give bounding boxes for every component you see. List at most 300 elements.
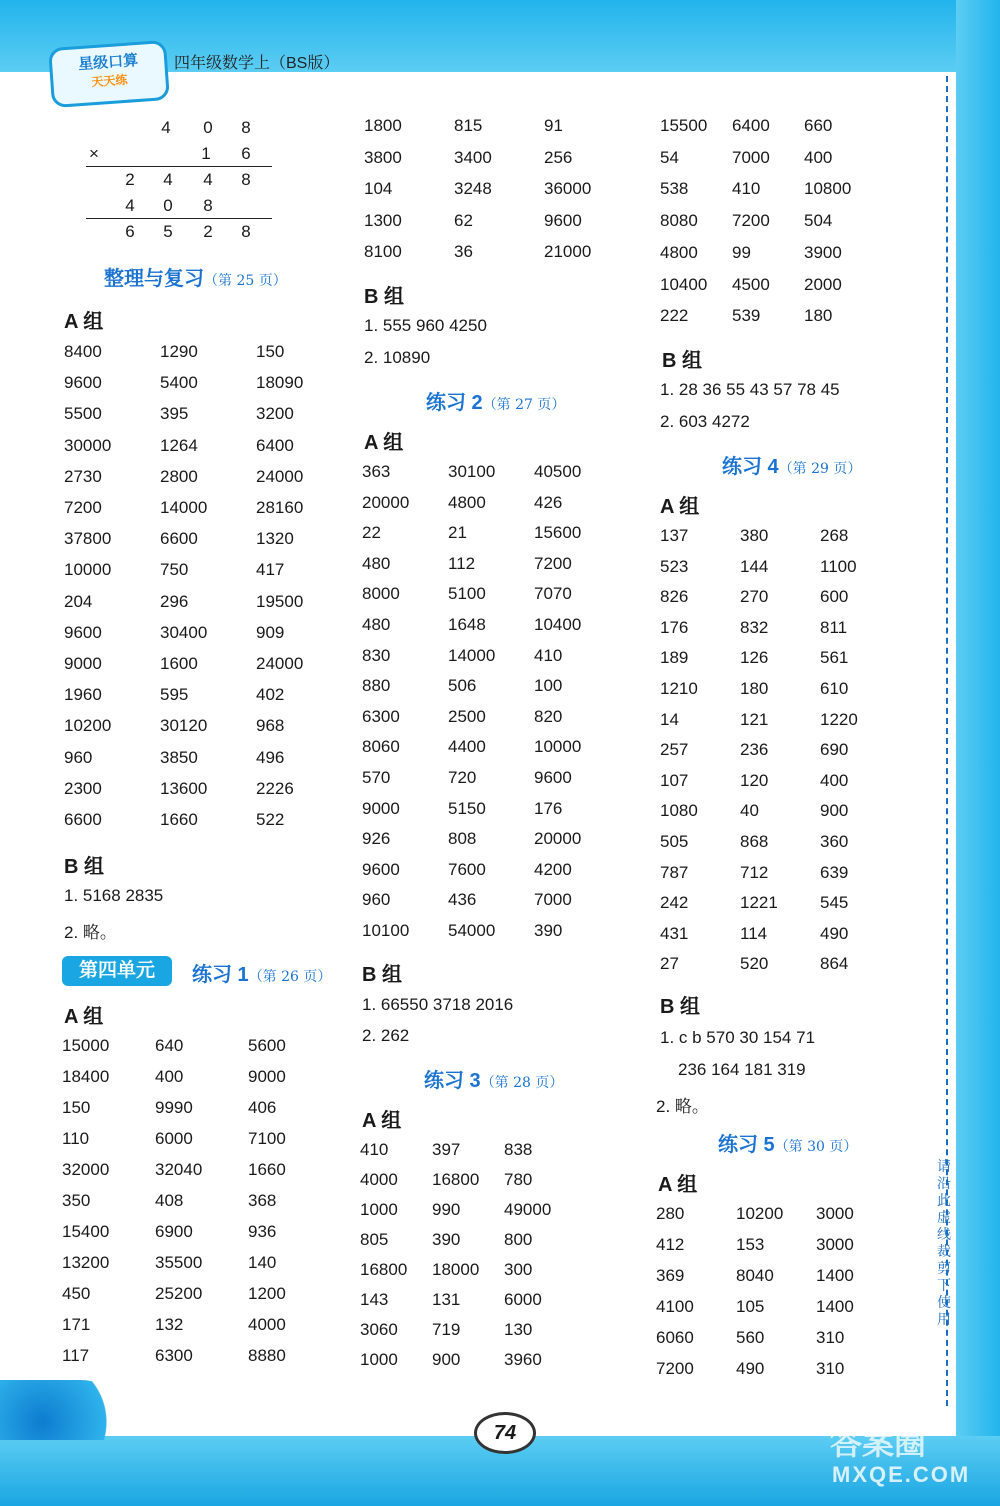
table-cell: 490 [736,1359,765,1378]
table-cell: 600 [820,587,849,607]
table-cell: 189 [660,648,689,668]
table-cell: 1100 [820,556,857,576]
table-cell: 6000 [504,1290,542,1309]
table-cell: 10000 [534,737,582,757]
table-cell: 140 [248,1253,277,1272]
table-cell: 36 [454,242,473,262]
table-cell: 14000 [160,498,208,517]
table-cell: 257 [660,740,689,760]
table-cell: 660 [804,116,833,135]
table-cell: 504 [804,211,833,231]
table-cell: 3960 [504,1350,542,1369]
table-cell: 7200 [64,498,102,517]
table-cell: 1400 [816,1297,854,1316]
table-cell: 1300 [364,210,402,230]
table-cell: 4000 [360,1170,398,1189]
exercise-2-b-answer-1: 1. 66550 3718 2016 [362,995,514,1014]
table-cell: 120 [740,770,769,790]
table-cell: 10800 [804,179,852,199]
table-cell: 4800 [448,492,486,512]
table-cell: 20000 [534,829,582,849]
table-cell: 7600 [448,859,486,879]
cont-group-b-col2: B 组 [364,286,404,308]
table-cell: 7070 [534,584,572,604]
multiplication-digit: 8 [203,196,213,215]
watermark-url: MXQE.COM [832,1462,971,1487]
exercise-4-b-answer-2: 2. 略。 [656,1097,709,1116]
table-cell: 4500 [732,274,770,294]
multiplication-rule [86,166,272,167]
unit-badge: 第四单元 [62,956,172,986]
table-cell: 27 [660,954,679,974]
table-cell: 40 [740,801,759,821]
table-cell: 310 [816,1359,845,1378]
table-cell: 105 [736,1297,765,1316]
table-cell: 560 [736,1328,765,1347]
table-cell: 268 [820,526,849,545]
table-cell: 2800 [160,466,198,486]
table-cell: 16800 [360,1260,408,1279]
table-cell: 2730 [64,466,102,486]
exercise-3-group-a: A 组 [362,1110,402,1132]
table-cell: 900 [432,1350,461,1369]
table-cell: 410 [534,645,563,665]
table-cell: 926 [362,829,391,849]
table-cell: 570 [362,768,391,787]
table-cell: 9600 [362,859,400,879]
table-cell: 131 [432,1290,461,1309]
table-cell: 805 [360,1230,389,1249]
table-cell: 19500 [256,591,304,611]
table-cell: 21000 [544,242,592,262]
table-cell: 522 [256,810,285,829]
table-cell: 431 [660,923,689,943]
table-cell: 15400 [62,1222,110,1241]
table-cell: 9600 [64,622,102,642]
series-logo: 星级口算 天天练 [48,40,170,108]
multiplication-digit: 1 [201,144,211,163]
table-cell: 8060 [362,737,400,757]
table-cell: 7000 [732,147,770,167]
table-cell: 121 [740,709,769,729]
table-cell: 36000 [544,179,592,199]
table-cell: 10200 [64,716,112,736]
multiplication-digit: 8 [241,222,251,241]
table-cell: 35500 [155,1253,203,1272]
table-cell: 9600 [544,210,582,230]
table-cell: 176 [534,798,563,818]
exercise-3-heading: 练习 3（第 28 页） [424,1070,564,1092]
table-cell: 10400 [660,274,708,294]
cont-b-answer-1-col3: 1. 28 36 55 43 57 78 45 [660,380,840,399]
table-cell: 5100 [448,584,486,604]
table-cell: 91 [544,116,563,135]
exercise-5-heading: 练习 5（第 30 页） [718,1134,858,1156]
table-cell: 7000 [534,890,572,910]
table-cell: 436 [448,890,477,910]
table-cell: 32000 [62,1160,110,1179]
table-cell: 171 [62,1315,91,1334]
table-cell: 1800 [364,116,402,135]
table-cell: 397 [432,1140,461,1159]
table-cell: 1600 [160,654,198,673]
table-cell: 787 [660,862,689,882]
multiplication-digit: 5 [163,222,173,241]
table-cell: 150 [62,1098,91,1117]
table-cell: 1400 [816,1266,854,1285]
table-cell: 100 [534,676,563,696]
table-cell: 22 [362,523,381,543]
table-cell: 1080 [660,801,698,821]
table-cell: 6600 [160,529,198,549]
exercise-2-b-answer-2: 2. 262 [362,1026,410,1045]
multiplication-digit: 0 [203,118,213,137]
table-cell: 37800 [64,529,112,549]
table-cell: 8880 [248,1346,286,1365]
table-cell: 5400 [160,373,198,393]
book-title: 四年级数学上（BS版） [174,55,340,72]
table-cell: 1660 [160,810,198,829]
table-cell: 960 [362,890,391,910]
multiplication-digit: 8 [241,170,251,189]
table-cell: 690 [820,740,849,760]
table-cell: 8400 [64,342,102,361]
table-cell: 143 [360,1290,389,1309]
table-cell: 350 [62,1191,91,1210]
table-cell: 380 [740,526,769,545]
table-cell: 30400 [160,622,208,642]
table-cell: 16800 [432,1170,480,1189]
exercise-4-group-a: A 组 [660,496,700,518]
table-cell: 30100 [448,462,496,481]
table-cell: 180 [740,679,769,698]
table-cell: 400 [155,1067,184,1086]
table-cell: 6600 [64,810,102,829]
table-cell: 117 [62,1346,90,1365]
table-cell: 32040 [155,1160,203,1179]
table-cell: 99 [732,242,751,262]
table-cell: 10000 [64,560,112,580]
table-cell: 8100 [364,242,402,262]
table-cell: 10400 [534,615,582,634]
table-cell: 719 [432,1320,461,1339]
table-cell: 2226 [256,778,294,798]
table-cell: 400 [804,147,833,167]
table-cell: 1000 [360,1350,398,1369]
table-cell: 880 [362,676,391,696]
table-cell: 523 [660,556,689,576]
table-cell: 1220 [820,709,858,729]
table-cell: 3900 [804,242,842,262]
table-cell: 960 [64,747,93,767]
table-cell: 369 [656,1266,685,1285]
watermark-logo: 答案圈 [830,1425,927,1461]
table-cell: 296 [160,591,189,611]
multiplication-digit: 4 [161,118,171,137]
table-cell: 900 [820,801,849,821]
table-cell: 750 [160,560,189,580]
table-cell: 390 [432,1230,461,1249]
multiplication-digit: 4 [163,170,173,189]
vertical-multiplication [60,116,280,246]
table-cell: 968 [256,716,285,736]
table-cell: 4800 [660,242,698,262]
table-cell: 410 [732,179,761,199]
table-cell: 7200 [656,1359,694,1378]
table-cell: 640 [155,1036,184,1055]
table-cell: 480 [362,615,391,634]
table-cell: 4100 [656,1297,694,1316]
table-cell: 410 [360,1140,389,1159]
multiplication-digit: 2 [203,222,213,241]
table-cell: 417 [256,560,285,580]
table-cell: 6300 [155,1346,193,1365]
table-cell: 14000 [448,645,496,665]
review-group-b: B 组 [64,856,104,878]
table-cell: 720 [448,768,477,787]
table-cell: 832 [740,617,769,637]
table-cell: 811 [820,617,848,637]
multiplication-digit: 0 [163,196,173,215]
table-cell: 390 [534,921,563,940]
table-cell: 14 [660,709,679,729]
table-cell: 808 [448,829,477,849]
table-cell: 132 [155,1315,184,1334]
table-cell: 3400 [454,147,492,167]
table-cell: 20000 [362,492,410,512]
table-cell: 7100 [248,1129,286,1148]
table-cell: 6000 [155,1129,193,1148]
table-cell: 3850 [160,747,198,767]
table-cell: 137 [660,526,689,545]
table-cell: 126 [740,648,769,668]
table-cell: 712 [740,862,769,882]
table-cell: 639 [820,862,849,882]
table-cell: 7200 [732,211,770,231]
table-cell: 9990 [155,1098,193,1117]
table-cell: 24000 [256,466,304,486]
exercise-4-heading: 练习 4（第 29 页） [722,456,862,478]
review-b-answer-1: 1. 5168 2835 [64,886,164,905]
table-cell: 242 [660,893,689,913]
table-cell: 112 [448,553,476,573]
table-cell: 520 [740,954,769,974]
table-cell: 1320 [256,529,294,549]
table-cell: 990 [432,1200,461,1219]
table-cell: 7200 [534,553,572,573]
table-cell: 30120 [160,716,208,736]
table-cell: 1210 [660,679,698,698]
table-cell: 480 [362,553,391,573]
table-cell: 909 [256,622,285,642]
table-cell: 15000 [62,1036,110,1055]
review-heading: 整理与复习（第 25 页） [104,268,287,290]
multiplication-rule [86,218,272,219]
table-cell: 3000 [816,1235,854,1254]
table-cell: 153 [736,1235,765,1254]
review-b-answer-2: 2. 略。 [64,923,117,942]
table-cell: 412 [656,1235,685,1254]
table-cell: 9600 [534,768,572,787]
table-cell: 9600 [64,373,102,393]
table-cell: 826 [660,587,689,607]
table-cell: 10100 [362,921,410,940]
side-band [956,0,1000,1506]
table-cell: 506 [448,676,477,696]
multiplication-digit: × [89,144,99,163]
table-cell: 5500 [64,404,102,424]
table-cell: 1000 [360,1200,398,1219]
table-cell: 800 [504,1230,533,1249]
table-cell: 222 [660,306,689,326]
table-cell: 236 [740,740,769,760]
cont-b-answer-2-col3: 2. 603 4272 [660,412,750,431]
table-cell: 1221 [740,893,778,913]
table-cell: 1648 [448,615,486,634]
cut-instruction: 请沿此虚线裁剪下使用 [937,1158,951,1327]
table-cell: 2500 [448,706,486,726]
multiplication-digit: 8 [241,118,251,137]
table-cell: 561 [820,648,849,668]
table-cell: 2000 [804,274,842,294]
table-cell: 820 [534,706,563,726]
table-cell: 18000 [432,1260,480,1279]
multiplication-digit: 6 [241,144,251,163]
table-cell: 204 [64,591,93,611]
table-cell: 3200 [256,404,294,424]
table-cell: 936 [248,1222,277,1241]
table-cell: 539 [732,306,761,326]
table-cell: 150 [256,342,285,361]
multiplication-digit: 4 [203,170,213,189]
table-cell: 2300 [64,778,102,798]
exercise-1-group-a: A 组 [64,1006,104,1028]
table-cell: 40500 [534,462,582,481]
table-cell: 360 [820,832,849,851]
table-cell: 54 [660,147,679,167]
table-cell: 28160 [256,498,304,517]
table-cell: 450 [62,1284,91,1303]
table-cell: 406 [248,1098,277,1117]
table-cell: 8040 [736,1266,774,1285]
table-cell: 270 [740,587,769,607]
table-cell: 300 [504,1260,533,1279]
table-cell: 4400 [448,737,486,757]
multiplication-digit: 6 [125,222,135,241]
table-cell: 402 [256,685,285,705]
table-cell: 545 [820,893,849,913]
table-cell: 114 [740,923,768,943]
table-cell: 3248 [454,179,492,199]
multiplication-digit: 4 [125,196,135,215]
table-cell: 280 [656,1204,685,1223]
table-cell: 363 [362,462,391,481]
table-cell: 107 [660,770,689,790]
table-cell: 1290 [160,342,198,361]
table-cell: 144 [740,556,769,576]
table-cell: 3000 [816,1204,854,1223]
table-cell: 9000 [248,1067,286,1086]
table-cell: 408 [155,1191,184,1210]
table-cell: 62 [454,210,473,230]
table-cell: 6300 [362,706,400,726]
table-cell: 505 [660,832,689,851]
table-cell: 1960 [64,685,102,705]
table-cell: 4000 [248,1315,286,1334]
table-cell: 256 [544,147,573,167]
table-cell: 8000 [362,584,400,604]
exercise-4-b-answer-1: 1. c b 570 30 154 71 [660,1028,816,1047]
table-cell: 400 [820,770,849,790]
multiplication-digit: 2 [125,170,135,189]
table-cell: 595 [160,685,189,705]
table-cell: 5150 [448,798,486,818]
exercise-1-heading: 练习 1（第 26 页） [192,964,332,986]
cont-b-answer-1-col2: 1. 555 960 4250 [364,316,487,335]
exercise-2-group-a: A 组 [364,432,404,454]
table-cell: 780 [504,1170,533,1189]
table-cell: 868 [740,832,769,851]
exercise-5-group-a: A 组 [658,1174,698,1196]
table-cell: 49000 [504,1200,552,1219]
table-cell: 10200 [736,1204,784,1223]
table-cell: 18400 [62,1067,110,1086]
table-cell: 6400 [256,435,294,455]
table-cell: 6900 [155,1222,193,1241]
table-cell: 830 [362,645,391,665]
table-cell: 30000 [64,435,112,455]
table-cell: 24000 [256,654,304,673]
table-cell: 21 [448,523,467,543]
table-cell: 6060 [656,1328,694,1347]
table-cell: 13200 [62,1253,110,1272]
table-cell: 1264 [160,435,198,455]
table-cell: 104 [364,179,393,199]
table-cell: 610 [820,679,849,698]
table-cell: 310 [816,1328,845,1347]
table-cell: 6400 [732,116,770,135]
table-cell: 5600 [248,1036,286,1055]
table-cell: 838 [504,1140,533,1159]
table-cell: 815 [454,116,483,135]
table-cell: 538 [660,179,689,199]
table-cell: 180 [804,306,833,326]
table-cell: 25200 [155,1284,203,1303]
cont-b-answer-2-col2: 2. 10890 [364,348,431,367]
exercise-2-group-b: B 组 [362,964,402,986]
table-cell: 9000 [64,654,102,673]
table-cell: 4200 [534,859,572,879]
exercise-4-b-answer-1-cont: 236 164 181 319 [678,1060,806,1079]
table-cell: 395 [160,404,189,424]
table-cell: 15600 [534,523,582,543]
table-cell: 490 [820,923,849,943]
table-cell: 110 [62,1129,90,1148]
table-cell: 130 [504,1320,533,1339]
table-cell: 54000 [448,921,496,940]
table-cell: 1200 [248,1284,286,1303]
exercise-2-heading: 练习 2（第 27 页） [426,392,566,414]
table-cell: 13600 [160,778,208,798]
table-cell: 3060 [360,1320,398,1339]
table-cell: 368 [248,1191,277,1210]
table-cell: 3800 [364,147,402,167]
cont-group-b-col3: B 组 [662,350,702,372]
table-cell: 8080 [660,211,698,231]
table-cell: 426 [534,492,563,512]
table-cell: 176 [660,617,689,637]
exercise-4-group-b: B 组 [660,996,700,1018]
